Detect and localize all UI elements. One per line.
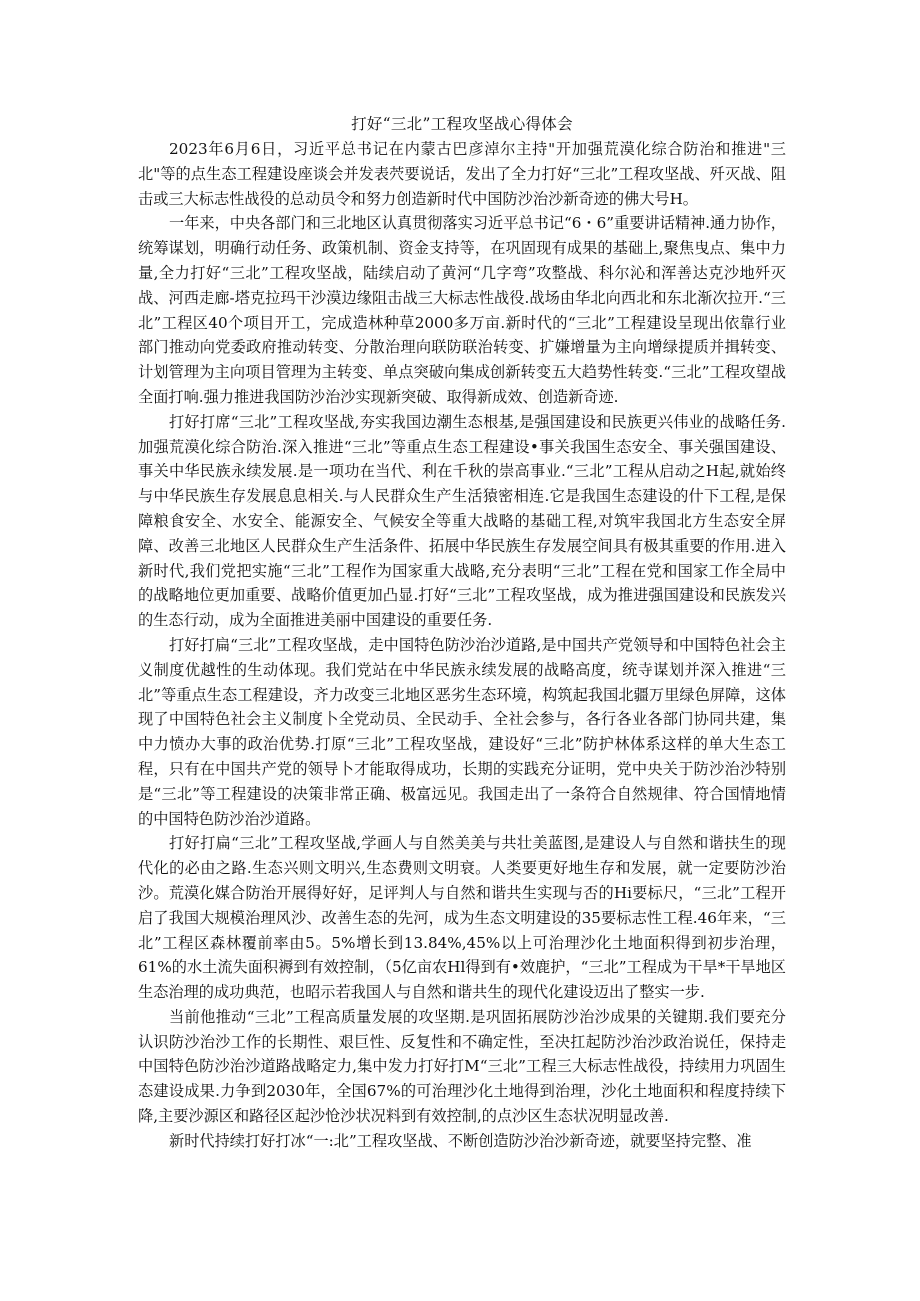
paragraph-7: 新时代持续打好打冰“一:北”工程攻坚战、不断创造防沙治沙新奇迹，就要坚持完整、准 [169, 1131, 752, 1150]
paragraph-4: 打好打扁“三北”工程攻坚战，走中国特色防沙治沙道路,是中国共产党领导和中国特色社会主义制度优越性的生动体现。我们党站在中华民族永续发展的战略高度，统寺谋划并深入推进“三北”等重点生态工程建设，齐力改变三北地区恶劣生态环境，构筑起我国北疆万里绿色屏障，这体现了中国特色社会主义制度卜全党动员、全民动手、全社会参与，各行各业各部门协同共建，集中力愤办大事的政治优势.打原“三北”工程攻坚战，建设好“三北”防护林体系这样的单大生态工程，只有在中国共产党的领导卜才能取得成功，长期的实践充分证明，党中央关于防沙治沙特别是“三北”等工程建设的决策非常正确、极富远见。我国走出了一条符合自然规律、符合国情地情的中国特色防沙治沙道路。 [138, 635, 786, 828]
paragraph-5: 打好打扁“三北”工程攻坚战,学画人与自然美美与共壮美蓝图,是建设人与自然和谐扶生的现代化的必由之路.生态兴则文明兴,生态费则文明衰。人类要更好地生存和发展，就一定要防沙治沙。荒漠化媒合防治开展得好好，足评判人与自然和谐共生实现与否的Hi要标尺，“三北”工程开启了我国大规模治理风沙、改善生态的先河，成为生态文明建设的35要标志性工程.46年来，“三北”工程区森林覆前率由5。5%增长到13.84%,45%以上可治理沙化土地面积得到初步治理，61%的水土流失面积褥到有效控制，（5亿亩农Hl得到有•效鹿护，“三北”工程成为干旱*干旱地区生态治理的成功典范，也昭示若我国人与自然和谐共生的现代化建设迈出了整实一步. [138, 834, 786, 1002]
paragraph-6: 当前他推动“三北”工程高质量发展的攻坚期.是巩固拓展防沙治沙成果的关键期.我们要充分认识防沙治沙工作的长期性、艰巨性、反复性和不确定性，至决扛起防沙治沙政治说任，保持走中国特色防沙治沙道路战略定力,集中发力打好打M“三北”工程三大标志性战役，持续用力巩固生态建设成果.力争到2030年，全国67%的可治理沙化土地得到治理，沙化土地面积和程度持续下降,主要沙源区和路径区起沙怆沙状况料到有效控制,的点沙区生态状况明显改善. [138, 1007, 786, 1126]
paragraph-1: 2023年6月6日，习近平总书记在内蒙古巴彦淖尔主持"开加强荒漠化综合防治和推进"三北"等的点生态工程建设座谈会并发表茓要说话，发出了全力打好“三北”工程攻坚战、歼灭战、阻击或三大标志性战役的总动员令和努力创造新时代中国防沙治沙新奇迹的佛大号H。 [138, 140, 786, 208]
document-title: 打好“三北”工程攻坚战心得体会 [351, 115, 573, 133]
paragraph-2: 一年来，中央各部门和三北地区认真贯彻落实习近平总书记“6・6”重要讲话精神.通力协作，统筹谋划，明确行动任务、政策机制、资金支持等，在巩固现有成果的基础上,聚焦曳点、集中力量,全力打好“三北”工程攻坚战，陆续启动了黄河“几字弯”攻整战、科尔沁和浑善达克沙地歼灭战、河西走廊-塔克拉玛干沙漠边缘阻击战三大标志性战役.战场由华北向西北和东北渐次拉开.“三北”工程区40个项目开工，完成造林种草2000多万亩.新时代的“三北”工程建设呈现出依靠行业部门推动向党委政府推动转变、分散治理向联防联治转变、扩嫌增量为主向增绿提质并揖转变、计划管理为主向项目管理为主转变、单点突破向集成创新转变五大趋势性转变.“三北”工程攻望战全面打响.强力推进我国防沙治沙实现新突破、取得新成效、创造新奇迹. [138, 214, 786, 406]
paragraph-3: 打好打席“三北”工程攻坚战,夯实我国边潮生态根基,是强国建设和民族更兴伟业的战略任务.加强荒漠化综合防治.深入推进“三北”等重点生态工程建设•事关我国生态安全、事关强国建设、事关中华民族永续发展.是一项功在当代、利在千秋的崇高事业.“三北”工程从启动之H起,就始终与中华民族生存发展息息相关.与人民群众生产生活猿密相连.它是我国生态建设的什下工程,是保障粮食安全、水安全、能源安全、气候安全等重大战略的基础工程,对筑牢我国北方生态安全屏障、改善三北地区人民群众生产生活条件、拓展中华民族生存发展空间具有极其重要的作用.进入新时代,我们党把实施“三北”工程作为国家重大战略,充分表明“三北”工程在党和国家工作全局中的战略地位更加重要、战略价值更加凸显.打好“三北”工程攻坚战，成为推进强国建设和民族发兴的生态行动，成为全面推进美丽中国建设的重要任务. [138, 412, 786, 630]
document-page [138, 112, 786, 1154]
